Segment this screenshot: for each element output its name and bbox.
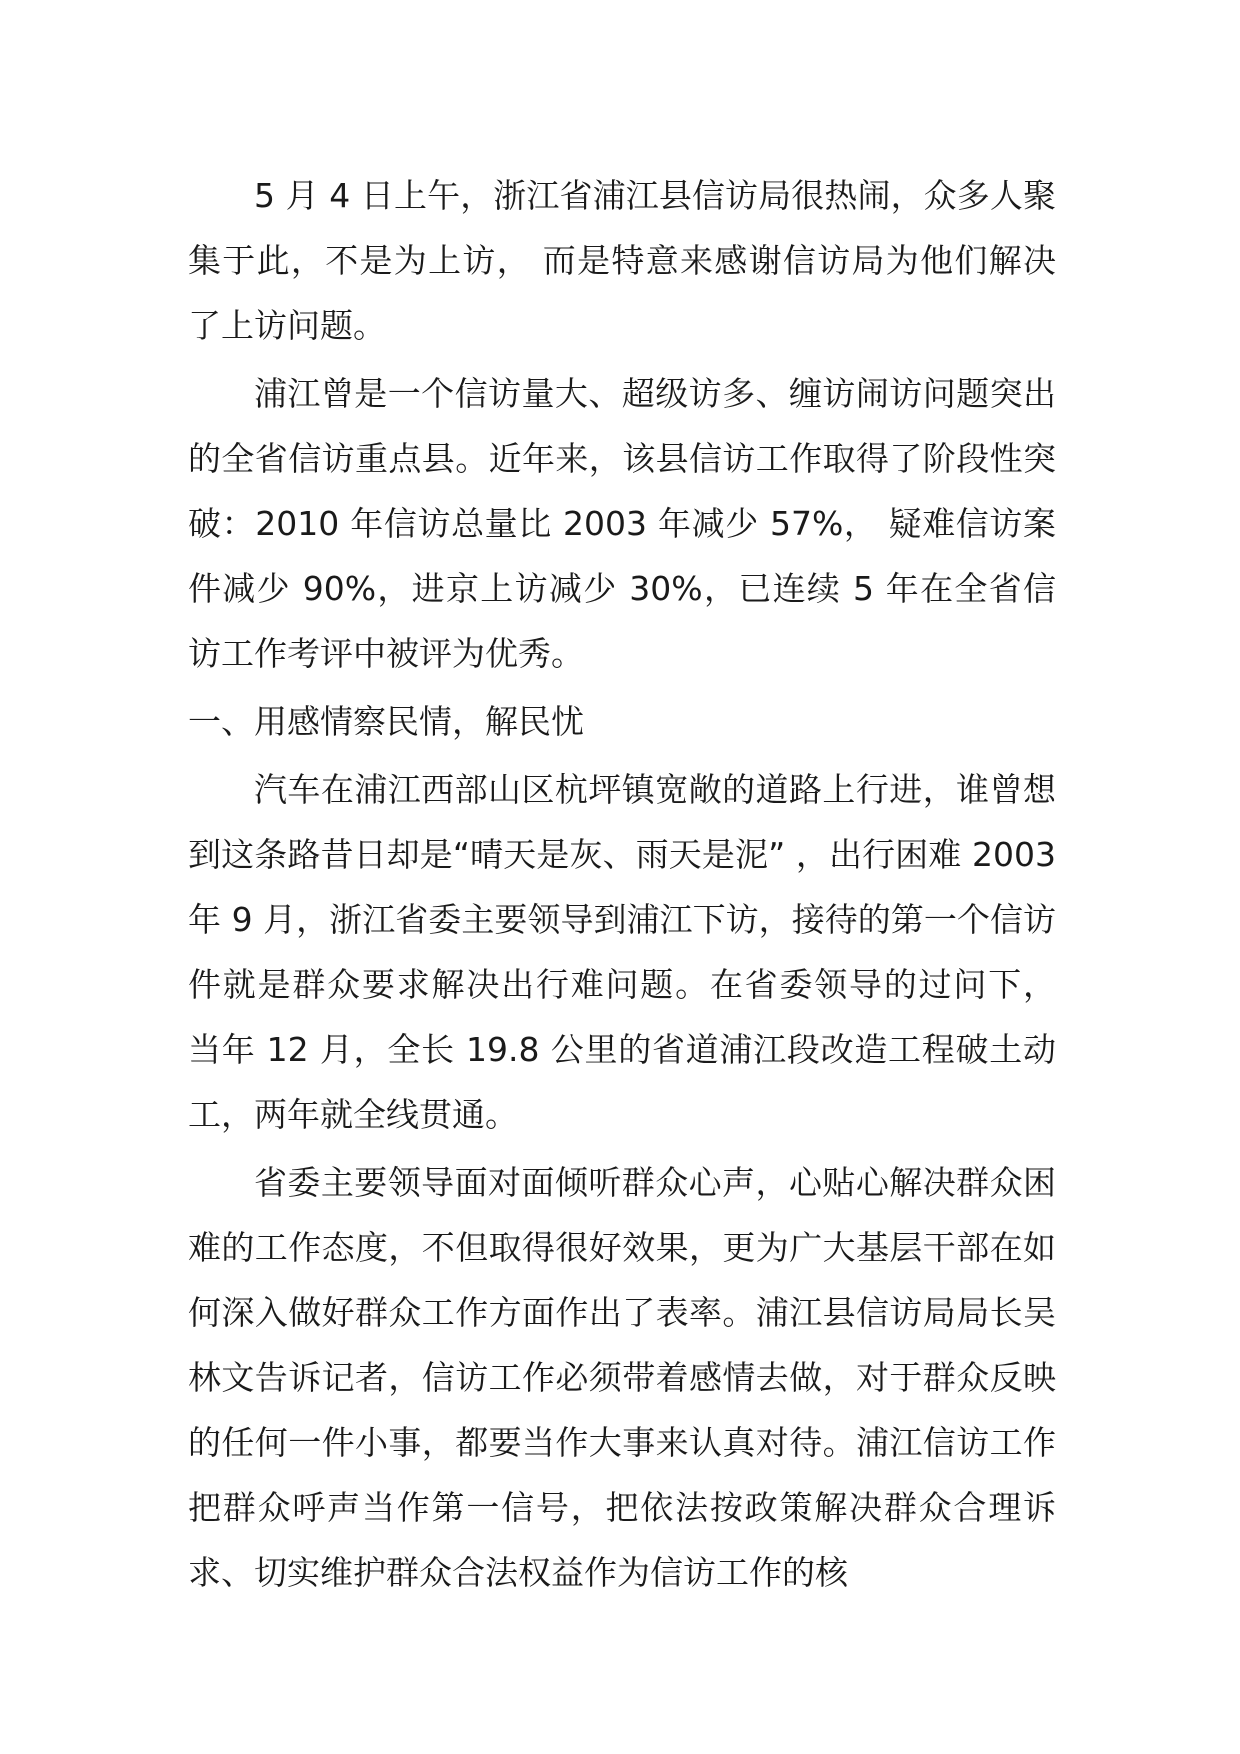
paragraph-attitude: 省委主要领导面对面倾听群众心声，心贴心解决群众困难的工作态度，不但取得很好效果，更为广大基层干部在如何深入做好群众工作方面作出了表率。浦江县信访局局长吴林文告诉记者，信访工作必须带着感情去做，对于群众反映的任何一件小事，都要当作大事来认真对待。浦江信访工作把群众呼声当作第一信号，把依法按政策解决群众合理诉求、切实维护群众合法权益作为信访工作的核 <box>188 1163 1056 1592</box>
paragraph-background: 浦江曾是一个信访量大、超级访多、缠访闹访问题突出的全省信访重点县。近年来，该县信访工作取得了阶段性突破：2010 年信访总量比 2003 年减少 57%， 疑难信访案件减少 90%，进京上访减少 30%，已连续 5 年在全省信访工作考评中被评为优秀。 <box>188 374 1056 673</box>
section-heading: 一、用感情察民情，解民忧 <box>188 702 584 741</box>
paragraph-road: 汽车在浦江西部山区杭坪镇宽敞的道路上行进，谁曾想到这条路昔日却是“晴天是灰、雨天是泥” ，出行困难 2003 年 9 月，浙江省委主要领导到浦江下访，接待的第一个信访件就是群众要求解决出行难问题。在省委领导的过问下， 当年 12 月，全长 19.8 公里的省道浦江段改造工程破土动工，两年就全线贯通。 <box>188 770 1056 1134</box>
document-page <box>188 163 1056 1608</box>
paragraph-intro: 5 月 4 日上午，浙江省浦江县信访局很热闹，众多人聚集于此，不是为上访， 而是特意来感谢信访局为他们解决了上访问题。 <box>188 176 1056 345</box>
